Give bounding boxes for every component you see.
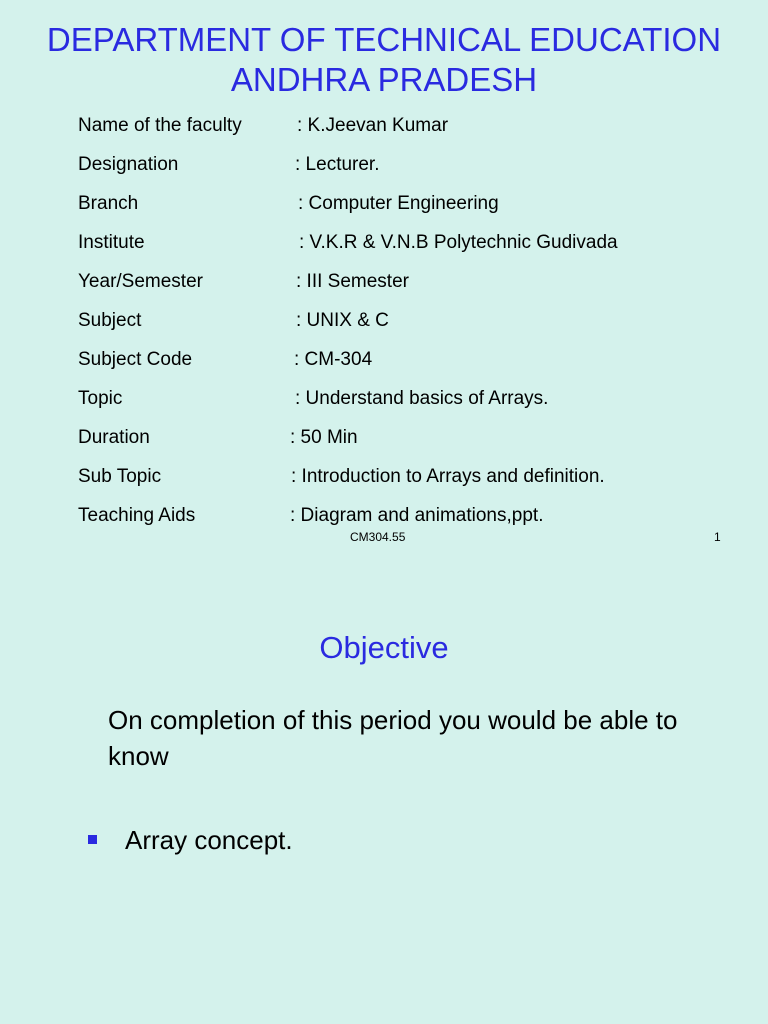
info-value: : Understand basics of Arrays. <box>295 388 549 409</box>
info-label: Subject <box>78 310 142 331</box>
info-label: Sub Topic <box>78 466 162 487</box>
info-value: : Diagram and animations,ppt. <box>290 505 544 526</box>
info-label: Duration <box>78 427 150 448</box>
slide-page-number: 1 <box>714 530 721 544</box>
info-label: Subject Code <box>78 349 193 370</box>
objective-intro: On completion of this period you would be able to know <box>108 705 678 771</box>
info-value: : Computer Engineering <box>298 193 499 214</box>
slide-title-line-1: DEPARTMENT OF TECHNICAL EDUCATION <box>46 21 722 58</box>
info-label: Teaching Aids <box>78 505 196 526</box>
slide-2 <box>0 560 768 1024</box>
info-value: : K.Jeevan Kumar <box>297 115 449 136</box>
info-label: Topic <box>78 388 123 409</box>
info-label: Year/Semester <box>78 271 203 292</box>
info-label: Branch <box>78 193 139 214</box>
info-value: : III Semester <box>296 271 409 292</box>
info-value: : 50 Min <box>290 427 358 448</box>
slide-footer-code: CM304.55 <box>350 530 406 544</box>
info-label: Designation <box>78 154 179 175</box>
info-label: Institute <box>78 232 145 253</box>
info-label: Name of the faculty <box>78 115 242 136</box>
info-value: : Lecturer. <box>295 154 380 175</box>
objective-heading: Objective <box>319 630 449 665</box>
info-value: : V.K.R & V.N.B Polytechnic Gudivada <box>299 232 618 253</box>
slide-title-line-2: ANDHRA PRADESH <box>230 61 538 98</box>
bullet-text: Array concept. <box>125 825 293 855</box>
info-value: : UNIX & C <box>296 310 389 331</box>
square-bullet-icon <box>88 835 97 844</box>
info-value: : Introduction to Arrays and definition. <box>291 466 605 487</box>
info-value: : CM-304 <box>294 349 373 370</box>
